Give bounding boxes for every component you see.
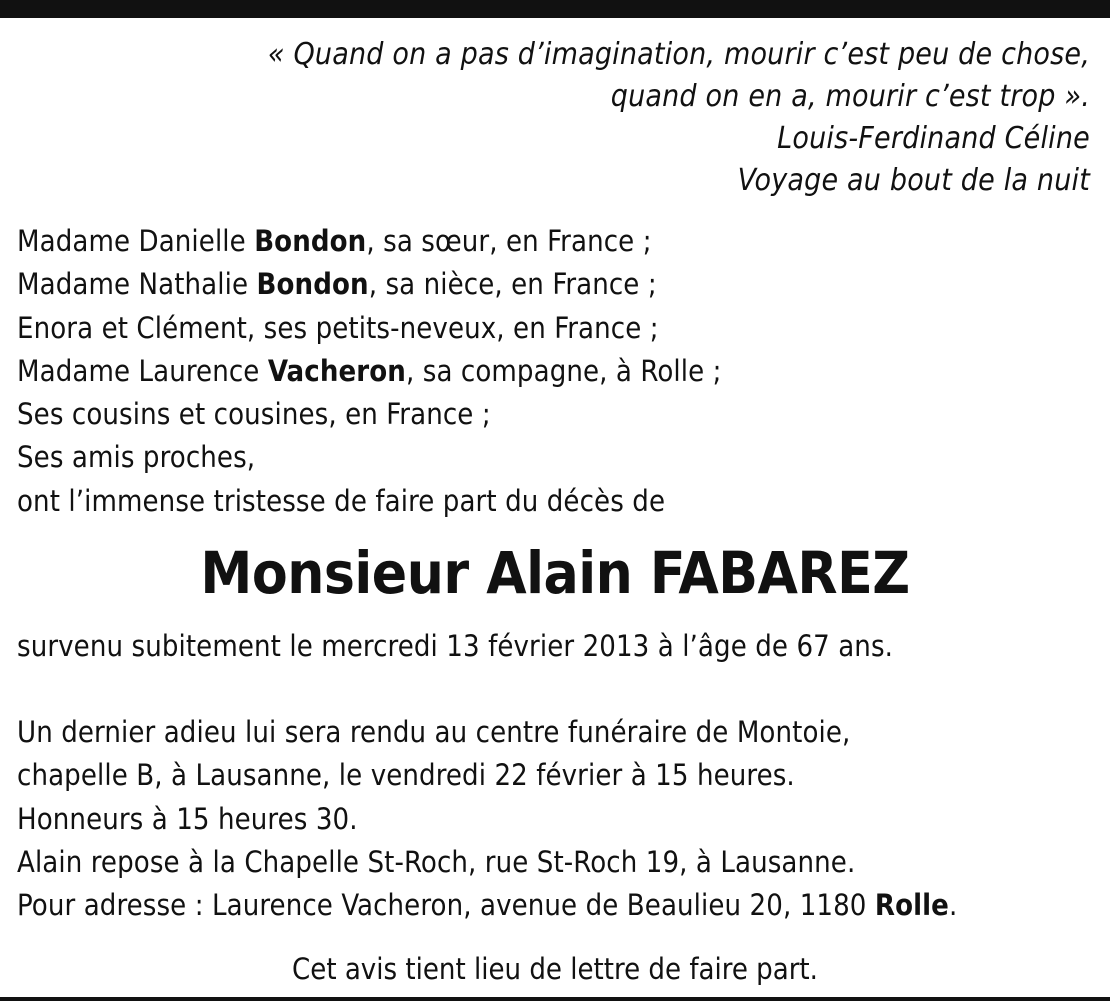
family-line: Ses cousins et cousines, en France ;	[17, 397, 491, 432]
top-border-rule	[0, 0, 1110, 18]
address-line: Pour adresse : Laurence Vacheron, avenue de Beaulieu 20, 1180 Rolle.	[17, 888, 958, 923]
epigraph-line: quand on en a, mourir c’est trop ».	[610, 79, 1090, 114]
family-surname: Vacheron	[267, 353, 406, 388]
ceremony-line: Un dernier adieu lui sera rendu au centre funéraire de Montoie,	[17, 715, 851, 749]
family-line: ont l’immense tristesse de faire part du décès de	[17, 483, 666, 518]
death-details	[17, 625, 1102, 668]
family-line: Madame Nathalie Bondon, sa nièce, en France ;	[17, 267, 657, 302]
family-surname: Bondon	[256, 267, 369, 302]
family-surname: Bondon	[254, 224, 367, 258]
family-line: Madame Laurence Vacheron, sa compagne, à Rolle ;	[17, 353, 722, 388]
epigraph-quote	[90, 34, 1090, 202]
closing-note: Cet avis tient lieu de lettre de faire part.	[292, 952, 818, 986]
address-city: Rolle	[874, 888, 949, 923]
epigraph-line: « Quand on a pas d’imagination, mourir c’est peu de chose,	[267, 37, 1090, 72]
family-line: Ses amis proches,	[17, 440, 256, 475]
ceremony-details	[17, 711, 1102, 927]
ceremony-line: chapelle B, à Lausanne, le vendredi 22 février à 15 heures.	[17, 758, 795, 793]
bottom-border-rule	[0, 997, 1110, 1001]
death-line: survenu subitement le mercredi 13 février 2013 à l’âge de 67 ans.	[17, 629, 894, 663]
family-line: Madame Danielle Bondon, sa sœur, en France ;	[17, 224, 652, 258]
ceremony-line: Honneurs à 15 heures 30.	[17, 801, 358, 836]
deceased-name-heading: Monsieur Alain FABAREZ	[200, 539, 910, 607]
family-announcement	[17, 220, 1097, 523]
family-line: Enora et Clément, ses petits-neveux, en France ;	[17, 310, 659, 345]
epigraph-author: Louis-Ferdinand Céline	[777, 121, 1090, 156]
epigraph-work-title: Voyage au bout de la nuit	[737, 163, 1090, 198]
ceremony-line: Alain repose à la Chapelle St-Roch, rue St-Roch 19, à Lausanne.	[17, 844, 856, 879]
